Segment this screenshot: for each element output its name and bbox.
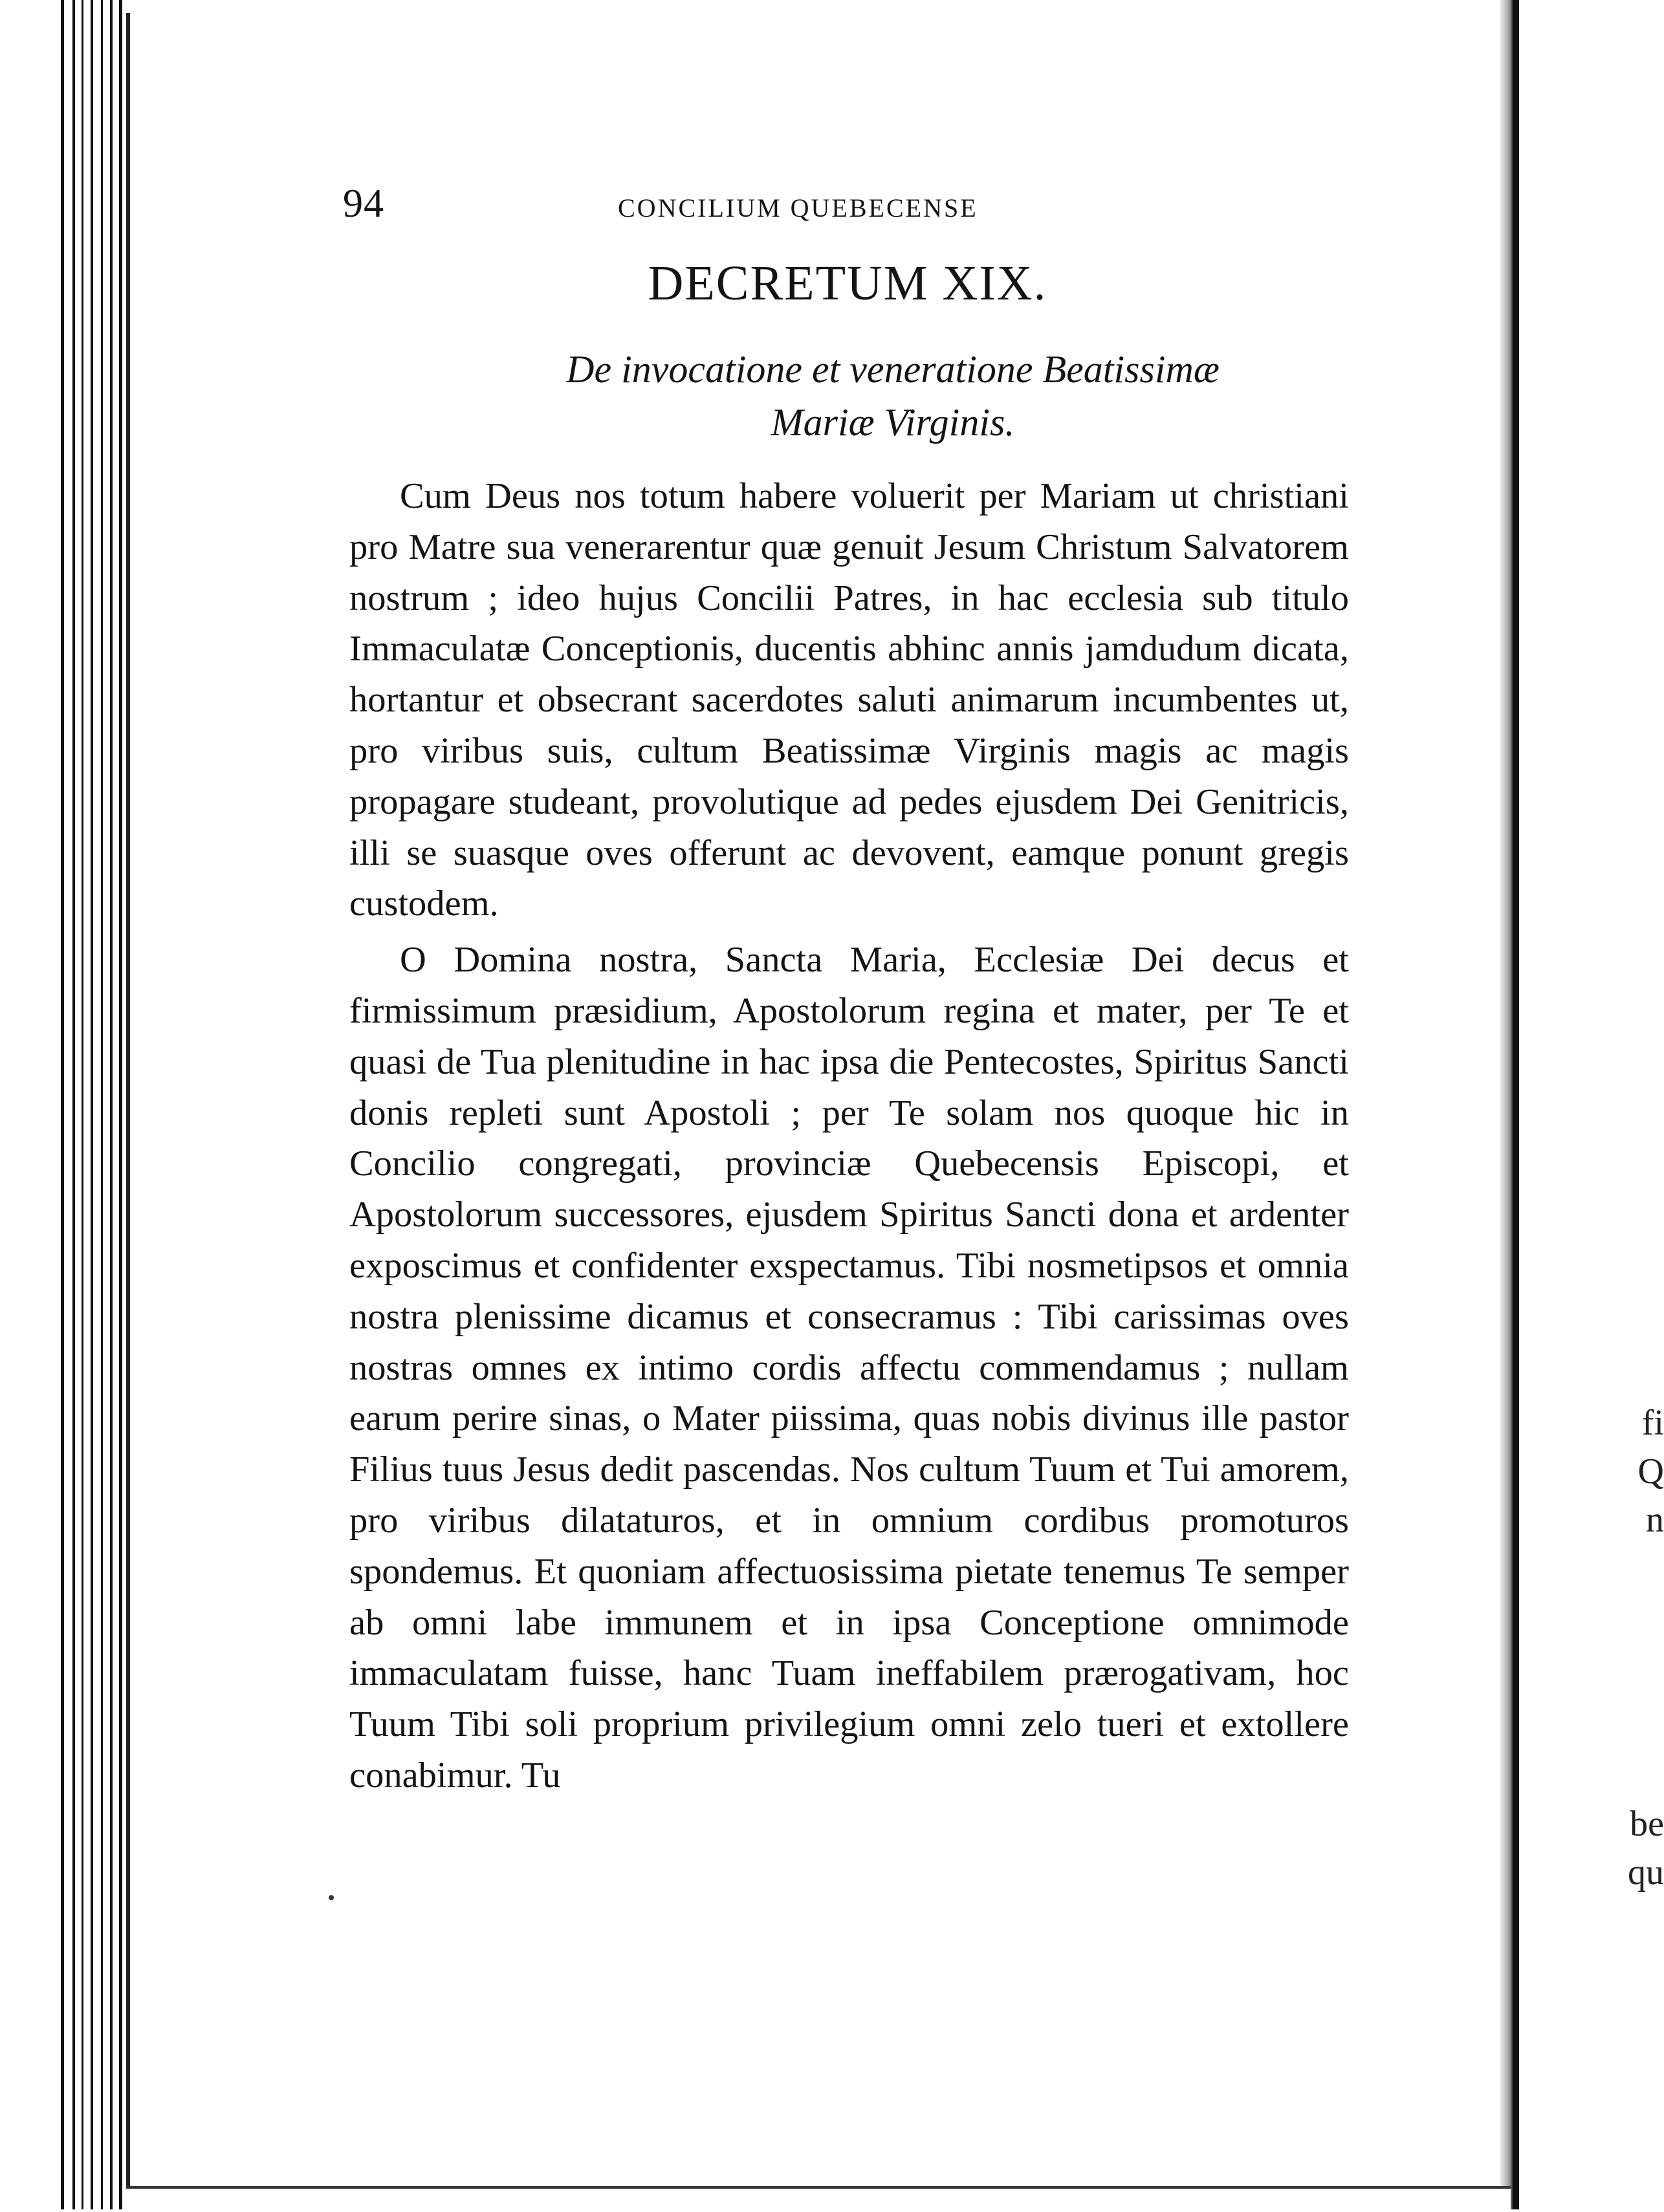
facing-fragment: Q <box>1637 1451 1664 1491</box>
facing-fragment: n <box>1646 1500 1664 1540</box>
gutter-shadow <box>1500 0 1514 2209</box>
facing-fragment: fi <box>1641 1403 1664 1443</box>
page-bottom-edge <box>126 2186 1511 2212</box>
decree-subtitle <box>414 343 1372 449</box>
decree-subtitle-line: Mariæ Virginis. <box>771 401 1015 444</box>
running-head: CONCILIUM QUEBECENSE <box>618 193 978 222</box>
body-paragraph: Cum Deus nos totum habere voluerit per Mariam ut christiani pro Matre sua venerarentur quæ genuit Jesum Christum Salvatorem nostrum ; ideo hujus Concilii Patres, in hac ecclesia sub titulo Immaculatæ Conceptionis, ducentis abhinc annis jamdudum dicata, hortantur et obsecrant sacerdotes saluti animarum incumbentes ut, pro viribus suis, cultum Beatissimæ Virginis magis ac magis propagare studeant, provolutique ad pedes ejusdem Dei Genitricis, illi se suasque oves offerunt ac devovent, eamque ponunt gregis custodem. <box>349 476 1349 924</box>
page-number: 94 <box>343 182 384 226</box>
facing-fragment: qu <box>1628 1852 1664 1892</box>
decree-title: DECRETUM XIX. <box>648 256 1047 310</box>
facing-page-text <box>1520 0 1664 2209</box>
decree-subtitle-line: De invocatione et veneratione Beatissimæ <box>566 348 1220 391</box>
body-paragraph: O Domina nostra, Sancta Maria, Ecclesiæ Dei decus et firmissimum præsidium, Apostolorum regina et mater, per Te et quasi de Tua plenitudine in hac ipsa die Pentecostes, Spiritus Sancti donis repleti sunt Apostoli ; per Te solam nos quoque hic in Concilio congregati, provinciæ Quebecensis Episcopi, et Apostolorum successores, ejusdem Spiritus Sancti dona et ardenter exposcimus et confidenter exspectamus. Tibi nosmetipsos et omnia nostra plenissime dicamus et consecramus : Tibi carissimas oves nostras omnes ex intimo cordis affectu commendamus ; nullam earum perire sinas, o Mater piissima, quas nobis divinus ille pastor Filius tuus Jesus dedit pascendas. Nos cultum Tuum et Tui amorem, pro viribus dilataturos, et in omnium cordibus promoturos spondemus. Et quoniam affectuosissima pietate tenemus Te semper ab omni labe immunem et in ipsa Conceptione omnimode immaculatam fuisse, hanc Tuam ineffabilem prærogativam, hoc Tuum Tibi soli proprium privilegium omni zelo tueri et extollere conabimur. Tu <box>349 940 1349 1795</box>
decree-body <box>349 471 1349 1801</box>
ink-speck <box>329 1895 334 1900</box>
page-edges <box>0 0 129 2209</box>
page-header <box>343 181 1352 239</box>
facing-fragment: be <box>1630 1804 1664 1844</box>
